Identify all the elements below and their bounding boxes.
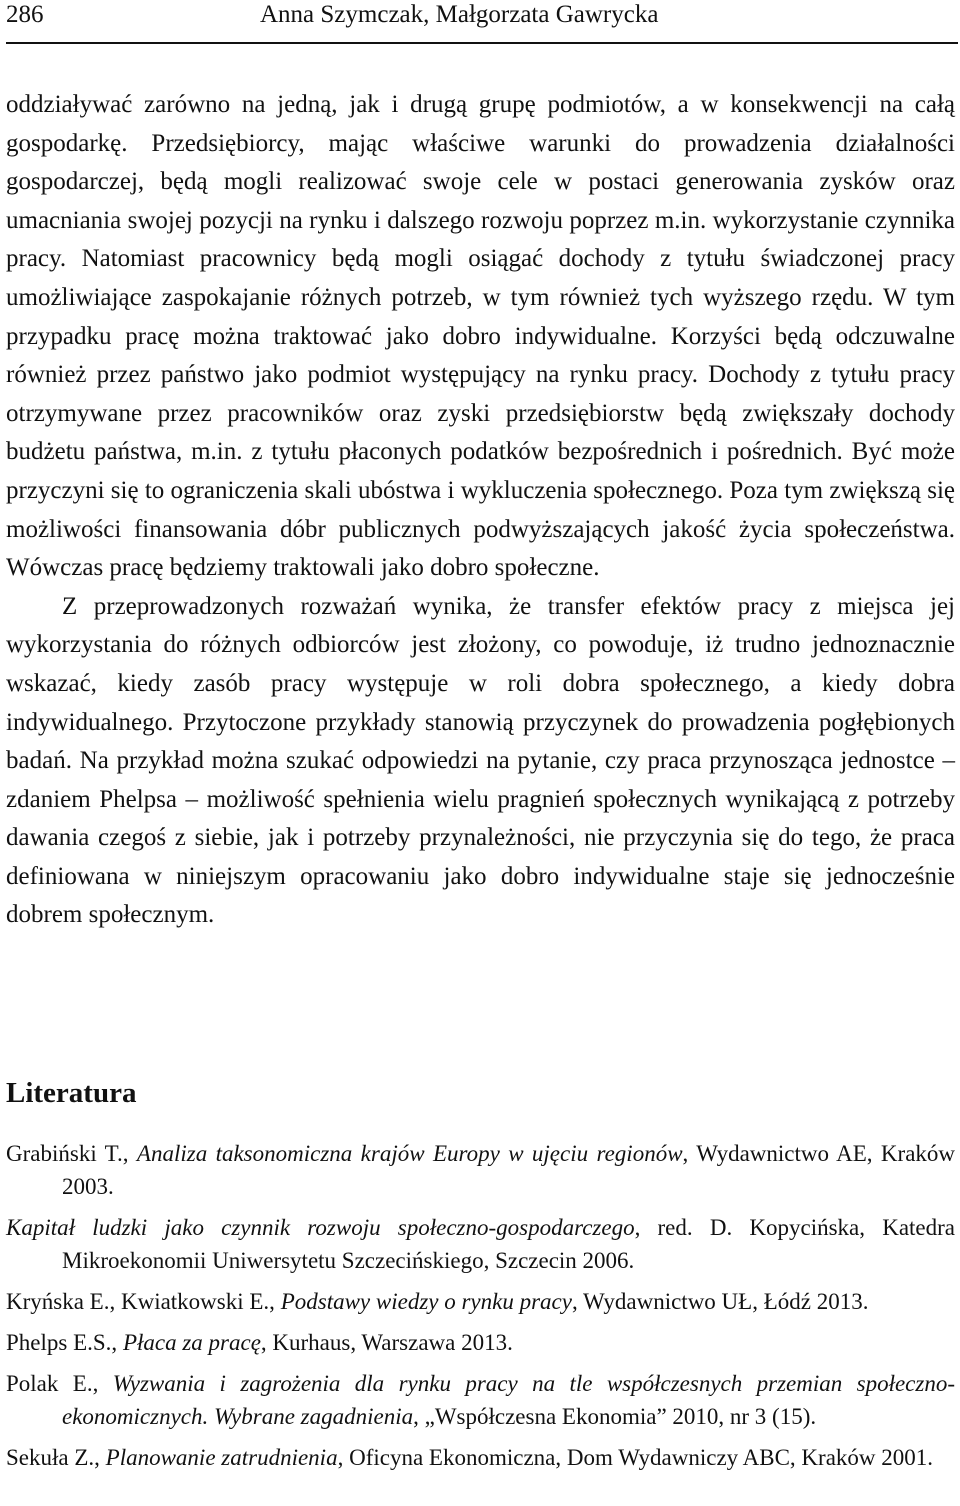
section-title: Literatura [6,1077,137,1109]
reference-author: Kryńska E., Kwiatkowski E., [6,1289,275,1314]
reference-details: , Wydawnictwo AE, Kraków 2003. [62,1141,956,1199]
reference-author: Sekuła Z., [6,1445,100,1470]
running-head: Anna Szymczak, Małgorzata Gawrycka [260,1,659,28]
reference-title: Płaca za pracę [122,1330,261,1355]
reference-title: Planowanie zatrudnienia [105,1445,338,1470]
reference-title: Analiza taksonomiczna krajów Europy w ujęciu regionów [136,1141,683,1166]
reference-item [6,1285,955,1318]
reference-details: , Oficyna Ekonomiczna, Dom Wydawniczy ABC, Kraków 2001. [337,1445,934,1470]
reference-item [6,1211,955,1277]
body-text [6,86,955,935]
reference-item [6,1326,955,1359]
paragraph: Z przeprowadzonych rozważań wynika, że transfer efektów pracy z miejsca jej wykorzystania do różnych odbiorców jest złożony, co powoduje, iż trudno jednoznacznie wskazać, kiedy zasób pracy występuje w roli dobra społecznego, a kiedy dobra indywidualnego. Przytoczone przykłady stanowią przyczynek do prowadzenia pogłębionych badań. Na przykład można szukać odpowiedzi na pytanie, czy praca przynosząca jednostce – zdaniem Phelpsa – możliwość spełnienia wielu pragnień społecznych wynikającą z potrzeby dawania czegoś z siebie, jak i potrzeby przynależności, nie przyczynia się do tego, że praca definiowana w niniejszym opracowaniu jako dobro indywidualne staje się jednocześnie dobrem społecznym. [6,592,955,929]
reference-author: Phelps E.S., [6,1330,118,1355]
reference-details: , red. D. Kopycińska, Katedra Mikroekonomii Uniwersytetu Szczecińskiego, Szczecin 2006. [62,1215,955,1273]
reference-author: Polak E., [6,1371,99,1396]
reference-author: Grabiński T., [6,1141,129,1166]
reference-details: , „Współczesna Ekonomia” 2010, nr 3 (15). [413,1404,817,1429]
reference-title: Wyzwania i zagrożenia dla rynku pracy na tle współczesnych przemian społeczno-ekonomicznych. Wybrane zagadnienia [62,1371,955,1429]
reference-item [6,1137,955,1203]
page-header [6,0,958,44]
reference-item [6,1441,955,1474]
reference-item [6,1367,955,1433]
page-number: 286 [6,1,44,28]
reference-title: Podstawy wiedzy o rynku pracy [280,1289,572,1314]
reference-title: Kapitał ludzki jako czynnik rozwoju społeczno-gospodarczego [6,1215,635,1240]
reference-details: , Wydawnictwo UŁ, Łódź 2013. [571,1289,869,1314]
paragraph: oddziaływać zarówno na jedną, jak i drugą grupę podmiotów, a w konsekwencji na całą gospodarkę. Przedsiębiorcy, mając właściwe warunki do prowadzenia działalności gospodarczej, będą mogli realizować swoje cele w postaci generowania zysków oraz umacniania swojej pozycji na rynku i dalszego rozwoju poprzez m.in. wykorzystanie czynnika pracy. Natomiast pracownicy będą mogli osiągać dochody z tytułu świadczonej pracy umożliwiające zaspokajanie różnych potrzeb, w tym również tych wyższego rzędu. W tym przypadku pracę można traktować jako dobro indywidualne. Korzyści będą odczuwalne również przez państwo jako podmiot występujący na rynku pracy. Dochody z tytułu pracy otrzymywane przez pracowników oraz zyski przedsiębiorstw będą zwiększały dochody budżetu państwa, m.in. z tytułu płaconych podatków bezpośrednich i pośrednich. Być może przyczyni się to ograniczenia skali ubóstwa i wykluczenia społecznego. Poza tym zwiększą się możliwości finansowania dóbr publicznych podwyższających jakość życia społeczeństwa. Wówczas pracę będziemy traktowali jako dobro społeczne. [6,91,955,582]
reference-details: , Kurhaus, Warszawa 2013. [260,1330,513,1355]
reference-list [6,1137,955,1482]
